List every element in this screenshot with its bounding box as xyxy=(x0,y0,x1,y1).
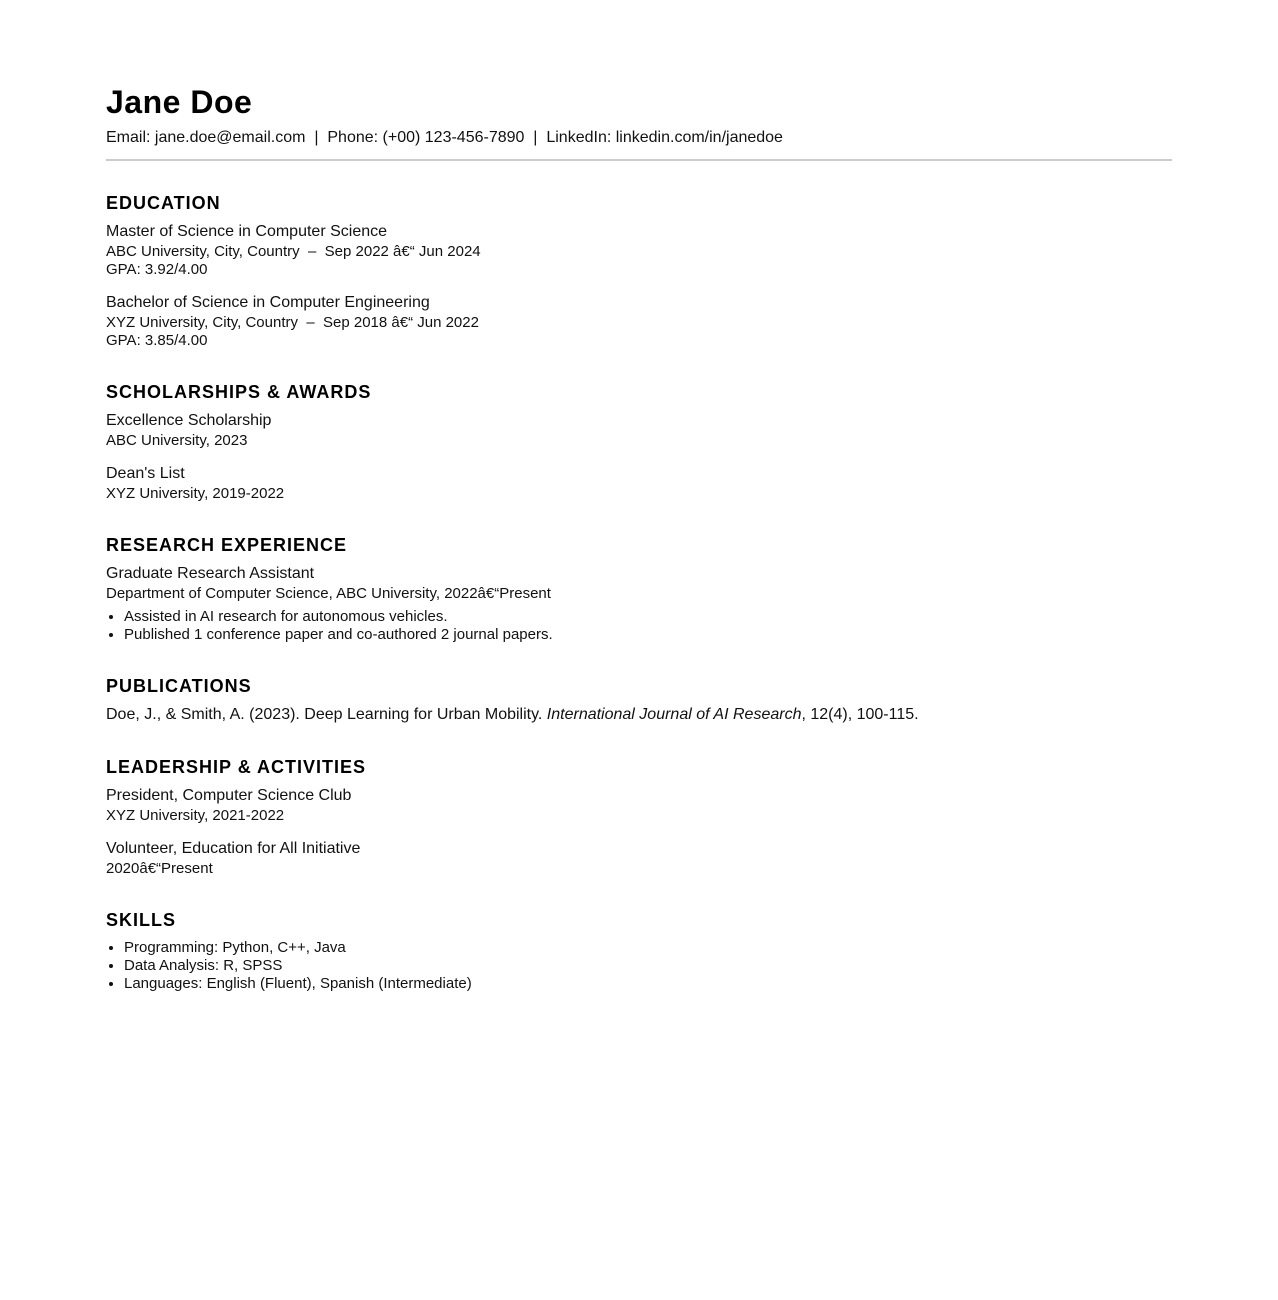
list-item: • Programming: Python, C++, Java xyxy=(124,939,1172,957)
awards-section xyxy=(106,381,1172,503)
section-title-publications: PUBLICATIONS xyxy=(106,676,252,696)
contact-line: Email: jane.doe@email.com | Phone: (+00) 123-456-7890 | LinkedIn: linkedin.com/in/janedoe xyxy=(106,129,783,146)
award-name: Excellence Scholarship xyxy=(106,412,272,429)
education-section xyxy=(106,192,1172,350)
leadership-entry xyxy=(106,839,1172,878)
leadership-role: Volunteer, Education for All Initiative xyxy=(106,840,361,857)
leadership-details: 2020â€“Present xyxy=(106,860,213,877)
section-title-research: RESEARCH EXPERIENCE xyxy=(106,535,348,555)
publication-entry xyxy=(106,705,1172,725)
award-name: Dean's List xyxy=(106,465,185,482)
award-entry xyxy=(106,464,1172,503)
header-divider xyxy=(106,159,1172,161)
list-item: • Assisted in AI research for autonomous vehicles. xyxy=(124,608,1172,626)
research-bullets xyxy=(106,608,1172,644)
degree-details: ABC University, City, Country – Sep 2022 â€“ Jun 2024 xyxy=(106,243,481,260)
publication-citation: Doe, J., & Smith, A. (2023). Deep Learning for Urban Mobility. xyxy=(106,706,547,723)
publication-journal: International Journal of AI Research xyxy=(546,706,802,723)
education-entry xyxy=(106,293,1172,350)
award-details: XYZ University, 2019-2022 xyxy=(106,485,285,502)
leadership-role: President, Computer Science Club xyxy=(106,787,352,804)
award-details: ABC University, 2023 xyxy=(106,432,248,449)
skills-list xyxy=(106,939,1172,993)
section-title-leadership: LEADERSHIP & ACTIVITIES xyxy=(106,757,367,777)
section-title-skills: SKILLS xyxy=(106,910,177,930)
section-title-education: EDUCATION xyxy=(106,193,221,213)
publications-section xyxy=(106,675,1172,725)
degree-gpa: GPA: 3.92/4.00 xyxy=(106,261,208,278)
research-details: Department of Computer Science, ABC University, 2022â€“Present xyxy=(106,585,551,602)
leadership-entry xyxy=(106,786,1172,825)
degree-gpa: GPA: 3.85/4.00 xyxy=(106,332,208,349)
list-item: • Data Analysis: R, SPSS xyxy=(124,957,1172,975)
research-role: Graduate Research Assistant xyxy=(106,565,315,582)
research-section xyxy=(106,534,1172,644)
list-item: • Published 1 conference paper and co-authored 2 journal papers. xyxy=(124,626,1172,644)
candidate-name: Jane Doe xyxy=(106,84,253,120)
research-entry xyxy=(106,564,1172,644)
leadership-section xyxy=(106,756,1172,878)
list-item: • Languages: English (Fluent), Spanish (Intermediate) xyxy=(124,975,1172,993)
degree-details: XYZ University, City, Country – Sep 2018 â€“ Jun 2022 xyxy=(106,314,479,331)
degree-title: Master of Science in Computer Science xyxy=(106,223,388,240)
education-entry xyxy=(106,222,1172,279)
skills-section xyxy=(106,909,1172,993)
degree-title: Bachelor of Science in Computer Engineering xyxy=(106,294,430,311)
leadership-details: XYZ University, 2021-2022 xyxy=(106,807,285,824)
award-entry xyxy=(106,411,1172,450)
section-title-awards: SCHOLARSHIPS & AWARDS xyxy=(106,382,372,402)
publication-volume: , 12(4), 100-115. xyxy=(801,706,919,723)
